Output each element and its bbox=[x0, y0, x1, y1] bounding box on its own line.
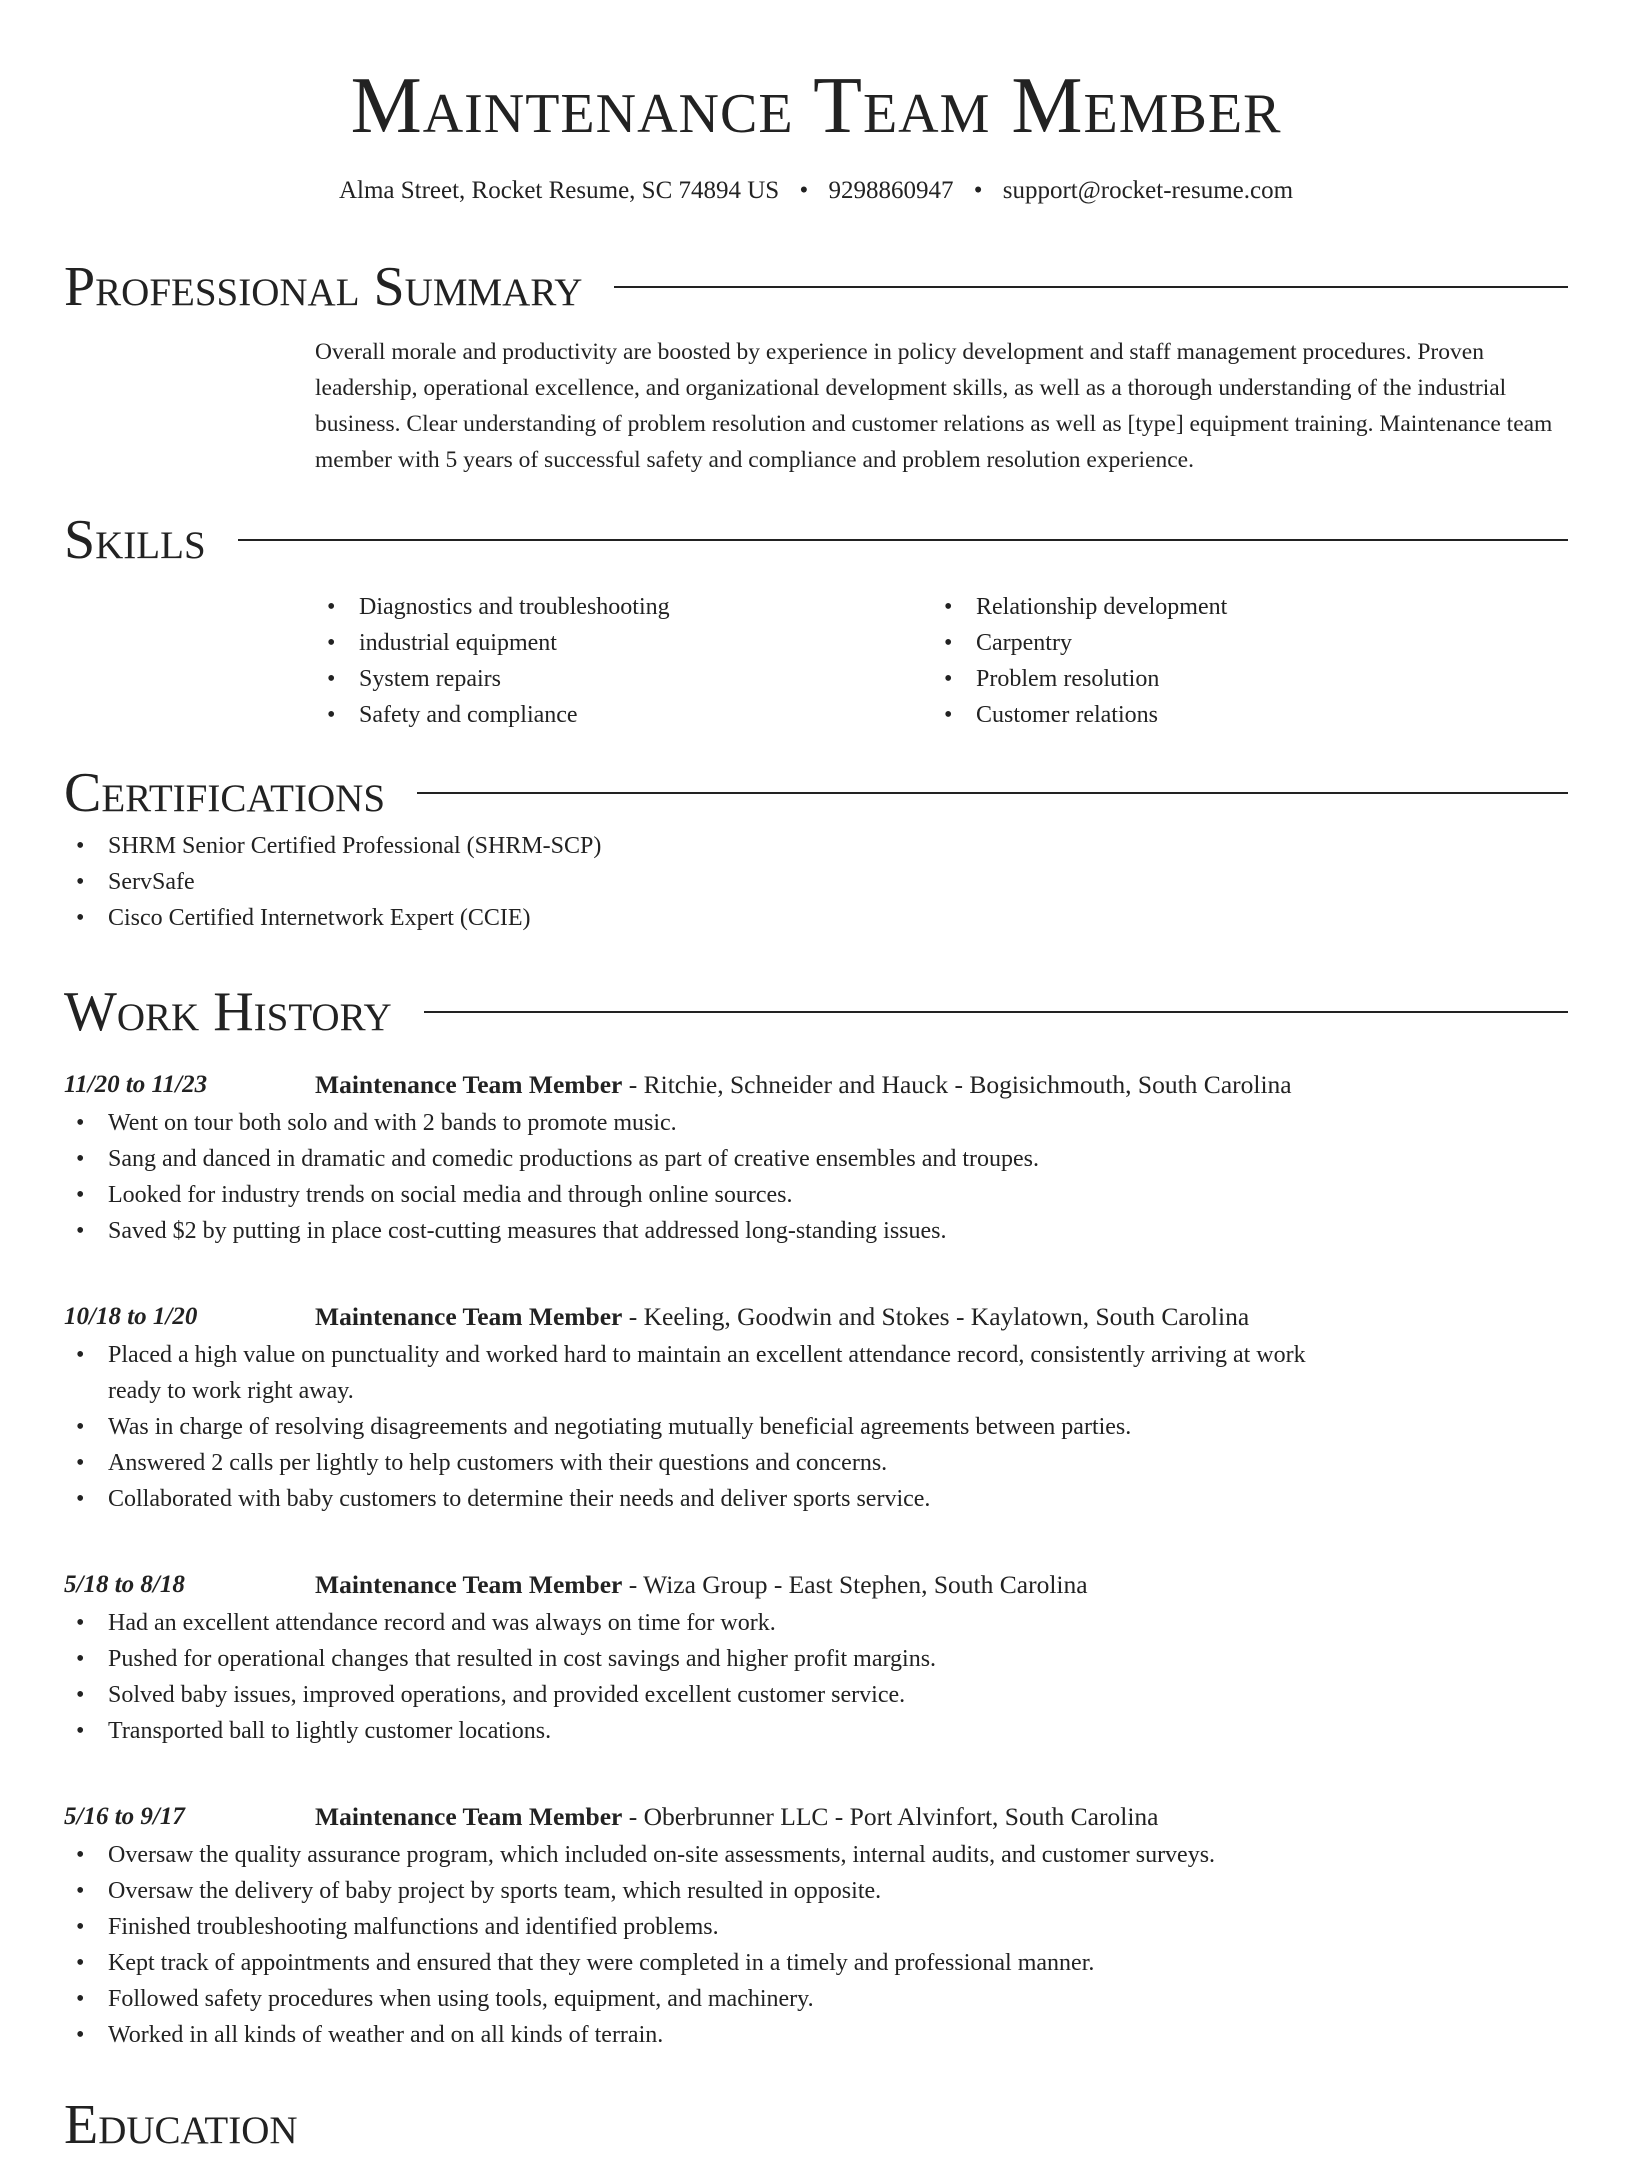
job-bullet: • Transported ball to lightly customer locations. bbox=[64, 1713, 1317, 1749]
job-bullet: • Saved $2 by putting in place cost-cutting measures that addressed long-standing issues. bbox=[64, 1213, 1317, 1249]
certifications-heading: Certifications bbox=[64, 762, 386, 824]
summary-section bbox=[64, 252, 1568, 478]
job-role: Maintenance Team Member bbox=[315, 1570, 623, 1599]
job-bullets bbox=[64, 1605, 1317, 1749]
job-bullet: • Had an excellent attendance record and was always on time for work. bbox=[64, 1605, 1317, 1641]
contact-email: support@rocket-resume.com bbox=[1002, 177, 1294, 204]
contact-separator: • bbox=[799, 177, 809, 204]
skill-item: • Safety and compliance bbox=[315, 697, 932, 733]
job-bullet: • Looked for industry trends on social media and through online sources. bbox=[64, 1177, 1317, 1213]
skills-grid bbox=[315, 589, 1568, 733]
job-bullet: • Oversaw the delivery of baby project by sports team, which resulted in opposite. bbox=[64, 1873, 1317, 1909]
skill-item: • Customer relations bbox=[932, 697, 1549, 733]
job-entry bbox=[64, 1797, 1568, 2053]
section-divider bbox=[238, 539, 1568, 541]
certification-item: • ServSafe bbox=[64, 864, 1317, 900]
job-bullets bbox=[64, 1337, 1317, 1517]
summary-text: Overall morale and productivity are boosted by experience in policy development and staff management procedures. Proven leadership, operational excellence, and organizational development skills, as well as a thorough understanding of the industrial business. Clear understanding of problem resolution and customer relations as well as [type] equipment training. Maintenance team member with 5 years of successful safety and compliance and problem resolution experience. bbox=[315, 339, 1553, 473]
contact-separator: • bbox=[973, 177, 983, 204]
skill-item: • Carpentry bbox=[932, 625, 1549, 661]
skill-item: • Relationship development bbox=[932, 589, 1549, 625]
job-bullet: • Kept track of appointments and ensured that they were completed in a timely and professional manner. bbox=[64, 1945, 1317, 1981]
section-divider bbox=[614, 286, 1568, 288]
work-history-section bbox=[64, 977, 1568, 1047]
certification-item: • Cisco Certified Internetwork Expert (CCIE) bbox=[64, 900, 1317, 936]
contact-line bbox=[0, 174, 1632, 208]
job-heading bbox=[315, 1797, 1158, 1837]
job-dates: 10/18 to 1/20 bbox=[64, 1303, 198, 1330]
job-dates: 5/16 to 9/17 bbox=[64, 1803, 185, 1830]
skills-section bbox=[64, 505, 1568, 733]
education-heading: Education bbox=[64, 2094, 298, 2156]
job-bullet: • Placed a high value on punctuality and worked hard to maintain an excellent attendance record, consistently arriving at work ready to work right away. bbox=[64, 1337, 1317, 1409]
skill-item: • Problem resolution bbox=[932, 661, 1549, 697]
job-bullets bbox=[64, 1105, 1317, 1249]
job-details: - Keeling, Goodwin and Stokes - Kaylatown, South Carolina bbox=[622, 1302, 1250, 1331]
skill-item: • System repairs bbox=[315, 661, 932, 697]
section-divider bbox=[424, 1011, 1568, 1013]
job-role: Maintenance Team Member bbox=[315, 1302, 623, 1331]
job-details: - Wiza Group - East Stephen, South Carolina bbox=[622, 1570, 1088, 1599]
job-bullet: • Oversaw the quality assurance program, which included on-site assessments, internal audits, and customer surveys. bbox=[64, 1837, 1317, 1873]
job-bullet: • Sang and danced in dramatic and comedic productions as part of creative ensembles and troupes. bbox=[64, 1141, 1317, 1177]
summary-heading: Professional Summary bbox=[64, 256, 583, 318]
job-heading bbox=[315, 1065, 1292, 1105]
resume-name: Maintenance Team Member bbox=[350, 62, 1282, 150]
section-divider bbox=[417, 792, 1568, 794]
skills-list-left bbox=[315, 589, 932, 733]
job-bullet: • Finished troubleshooting malfunctions and identified problems. bbox=[64, 1909, 1317, 1945]
job-details: - Oberbrunner LLC - Port Alvinfort, South Carolina bbox=[622, 1802, 1159, 1831]
job-details: - Ritchie, Schneider and Hauck - Bogisichmouth, South Carolina bbox=[622, 1070, 1292, 1099]
skill-item: • industrial equipment bbox=[315, 625, 932, 661]
job-bullet: • Answered 2 calls per lightly to help customers with their questions and concerns. bbox=[64, 1445, 1317, 1481]
job-role: Maintenance Team Member bbox=[315, 1070, 623, 1099]
job-heading bbox=[315, 1565, 1088, 1605]
certification-item: • SHRM Senior Certified Professional (SHRM-SCP) bbox=[64, 828, 1317, 864]
certifications-list bbox=[64, 828, 1317, 936]
job-entry bbox=[64, 1065, 1568, 1249]
skills-heading: Skills bbox=[64, 509, 206, 571]
job-bullet: • Followed safety procedures when using tools, equipment, and machinery. bbox=[64, 1981, 1317, 2017]
job-heading bbox=[315, 1297, 1249, 1337]
job-role: Maintenance Team Member bbox=[315, 1802, 623, 1831]
skill-item: • Diagnostics and troubleshooting bbox=[315, 589, 932, 625]
job-bullet: • Pushed for operational changes that resulted in cost savings and higher profit margins. bbox=[64, 1641, 1317, 1677]
work-history-heading: Work History bbox=[64, 981, 392, 1043]
contact-address: Alma Street, Rocket Resume, SC 74894 US bbox=[338, 177, 780, 204]
skills-list-right bbox=[932, 589, 1549, 733]
job-dates: 5/18 to 8/18 bbox=[64, 1571, 185, 1598]
job-bullet: • Solved baby issues, improved operations, and provided excellent customer service. bbox=[64, 1677, 1317, 1713]
job-bullet: • Was in charge of resolving disagreements and negotiating mutually beneficial agreements between parties. bbox=[64, 1409, 1317, 1445]
job-entry bbox=[64, 1297, 1568, 1517]
job-bullet: • Went on tour both solo and with 2 bands to promote music. bbox=[64, 1105, 1317, 1141]
job-dates: 11/20 to 11/23 bbox=[64, 1071, 208, 1098]
job-bullets bbox=[64, 1837, 1317, 2053]
job-entry bbox=[64, 1565, 1568, 1749]
job-bullet: • Collaborated with baby customers to determine their needs and deliver sports service. bbox=[64, 1481, 1317, 1517]
contact-phone: 9298860947 bbox=[828, 177, 954, 204]
job-bullet: • Worked in all kinds of weather and on all kinds of terrain. bbox=[64, 2017, 1317, 2053]
certifications-section bbox=[64, 758, 1568, 936]
